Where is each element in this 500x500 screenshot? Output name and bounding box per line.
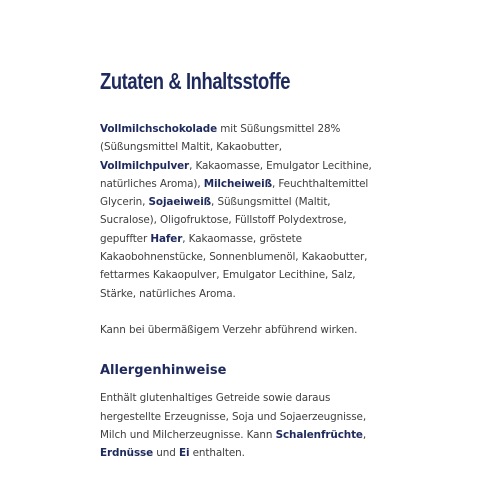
allergen-highlight: Schalenfrüchte (275, 428, 363, 441)
ingredients-text (100, 120, 372, 303)
section-title: Zutaten & Inhaltsstoffe (100, 68, 291, 94)
ingredient-text: , Kakaomasse, Emulgator Lecithine, natürliches Aroma), (100, 159, 372, 190)
ingredient-text: , Kakaomasse, gröstete Kakaobohnenstücke, Sonnenblumenöl, Kakaobutter, fettarmes Kakaopulver, Emulgator Lecithine, Salz, Stärke, natürliches Aroma. (100, 232, 368, 300)
allergen-text (100, 389, 372, 462)
ingredient-text: , Feuchthaltemittel Glycerin, (100, 177, 369, 209)
ingredient-highlight: Hafer (150, 232, 183, 245)
laxative-warning: Kann bei übermäßigem Verzehr abführend wirken. (100, 323, 358, 336)
product-info-section (100, 66, 372, 462)
ingredient-highlight: Milcheiweiß (203, 177, 272, 190)
ingredient-text: , Süßungsmittel (Maltit, Sucralose), Oligofruktose, Füllstoff Polydextrose, gepuffter (100, 196, 347, 245)
ingredient-highlight: Sojaeiweiß (148, 196, 212, 209)
ingredient-highlight: Vollmilchpulver (100, 159, 190, 172)
allergen-text-part: enthalten. (189, 447, 245, 460)
ingredient-highlight: Vollmilchschokolade (100, 123, 218, 135)
allergen-text-part: , (362, 428, 367, 441)
ingredient-text: mit Süßungsmittel 28% (Süßungsmittel Maltit, Kakaobutter, (100, 123, 341, 154)
allergen-highlight: Ei (178, 447, 190, 460)
allergen-heading: Allergenhinweise (100, 363, 227, 379)
allergen-text-part: und (153, 447, 179, 460)
allergen-text-part: Enthält glutenhaltiges Getreide sowie daraus hergestellte Erzeugnisse, Soja und Sojaerzeugnisse, Milch und Milcherzeugnisse. Kann (100, 392, 367, 441)
allergen-highlight: Erdnüsse (100, 447, 154, 460)
